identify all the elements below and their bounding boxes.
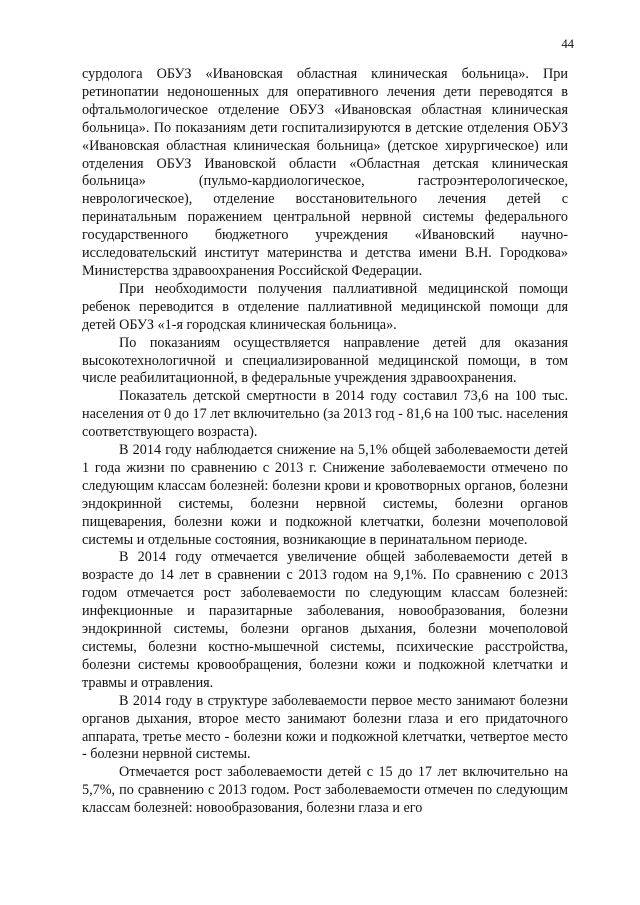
paragraph-palliative-care: При необходимости получения паллиативной медицинской помощи ребенок переводится в отделение паллиативной медицинской помощи для детей ОБУЗ «1-я городская клиническая больница».	[82, 280, 568, 333]
body-text	[82, 66, 568, 818]
paragraph-morbidity-structure: В 2014 году в структуре заболеваемости первое место занимают болезни органов дыхания, второе место занимают болезни глаза и его придаточного аппарата, третье место - болезни кожи и подкожной клетчатки, четвертое место - болезни нервной системы.	[82, 692, 568, 763]
paragraph-infant-morbidity: В 2014 году наблюдается снижение на 5,1% общей заболеваемости детей 1 года жизни по сравнению с 2013 г. Снижение заболеваемости отмечено по следующим классам болезней: болезни крови и кровотворных органов, болезни эндокринной системы, болезни нервной системы, болезни органов пищеварения, болезни кожи и подкожной клетчатки, болезни мочеполовой системы и отдельные состояния, возникающие в перинатальном периоде.	[82, 442, 568, 548]
page-number: 44	[561, 37, 574, 51]
paragraph-child-mortality: Показатель детской смертности в 2014 году составил 73,6 на 100 тыс. населения от 0 до 17 лет включительно (за 2013 год - 81,6 на 100 тыс. населения соответствующего возраста).	[82, 388, 568, 441]
paragraph-federal-referral: По показаниям осуществляется направление детей для оказания высокотехнологичной и специализированной медицинской помощи, в том числе реабилитационной, в федеральные учреждения здравоохранения.	[82, 334, 568, 387]
paragraph-continuation: сурдолога ОБУЗ «Ивановская областная клиническая больница». При ретинопатии недоношенных для оперативного лечения дети переводятся в офтальмологическое отделение ОБУЗ «Ивановская областная клиническая больница». По показаниям дети госпитализируются в детские отделения ОБУЗ «Ивановская областная клиническая больница» (детское хирургическое) или отделения ОБУЗ Ивановской области «Областная детская клиническая больница» (пульмо-кардиологическое, гастроэнтерологическое, неврологическое), отделение восстановительного лечения детей с перинатальным поражением центральной нервной системы федерального государственного бюджетного учреждения «Ивановский научно-исследовательский институт материнства и детства имени В.Н. Городкова» Министерства здравоохранения Российской Федерации.	[82, 66, 568, 279]
paragraph-under-14-morbidity: В 2014 году отмечается увеличение общей заболеваемости детей в возрасте до 14 лет в сравнении с 2013 годом на 9,1%. По сравнению с 2013 годом отмечается рост заболеваемости по следующим классам болезней: инфекционные и паразитарные заболевания, новообразования, болезни эндокринной системы, болезни органов дыхания, болезни мочеполовой системы, болезни костно-мышечной системы, психические расстройства, болезни системы кровообращения, болезни кожи и подкожной клетчатки и травмы и отравления.	[82, 549, 568, 691]
paragraph-teen-morbidity: Отмечается рост заболеваемости детей с 15 до 17 лет включительно на 5,7%, по сравнению с 2013 годом. Рост заболеваемости отмечен по следующим классам болезней: новообразования, болезни глаза и его	[82, 764, 568, 817]
